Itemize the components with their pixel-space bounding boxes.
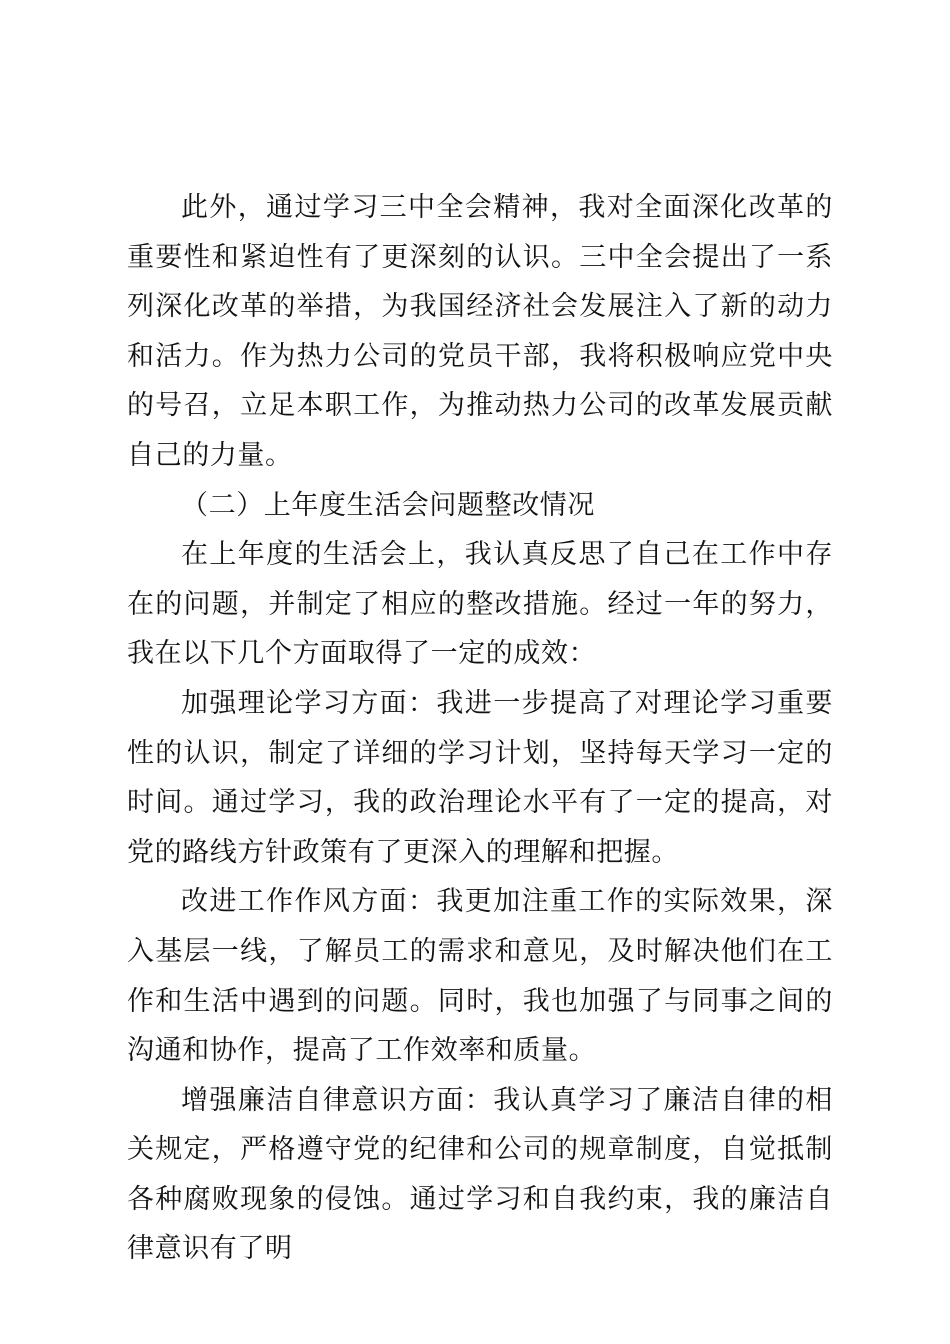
section-heading-rectification: （二）上年度生活会问题整改情况 (181, 489, 595, 521)
paragraph-reform-understanding: 此外，通过学习三中全会精神，我对全面深化改革的重要性和紧迫性有了更深刻的认识。三中全会提出了一系列深化改革的举措，为我国经济社会发展注入了新的动力和活力。作为热力公司的党员干部，我将积极响应党中央的号召，立足本职工作，为推动热力公司的改革发展贡献自己的力量。 (127, 192, 833, 471)
paragraph-integrity: 增强廉洁自律意识方面：我认真学习了廉洁自律的相关规定，严格遵守党的纪律和公司的规章制度，自觉抵制各种腐败现象的侵蚀。通过学习和自我约束，我的廉洁自律意识有了明 (127, 1084, 833, 1265)
paragraph-theory-study: 加强理论学习方面：我进一步提高了对理论学习重要性的认识，制定了详细的学习计划，坚持每天学习一定的时间。通过学习，我的政治理论水平有了一定的提高，对党的路线方针政策有了更深入的理解和把握。 (127, 687, 833, 868)
paragraph-rectification-intro: 在上年度的生活会上，我认真反思了自己在工作中存在的问题，并制定了相应的整改措施。经过一年的努力，我在以下几个方面取得了一定的成效： (127, 539, 833, 670)
document-body (127, 183, 833, 1274)
paragraph-work-style: 改进工作作风方面：我更加注重工作的实际效果，深入基层一线，了解员工的需求和意见，及时解决他们在工作和生活中遇到的问题。同时，我也加强了与同事之间的沟通和协作，提高了工作效率和质量。 (127, 886, 833, 1067)
